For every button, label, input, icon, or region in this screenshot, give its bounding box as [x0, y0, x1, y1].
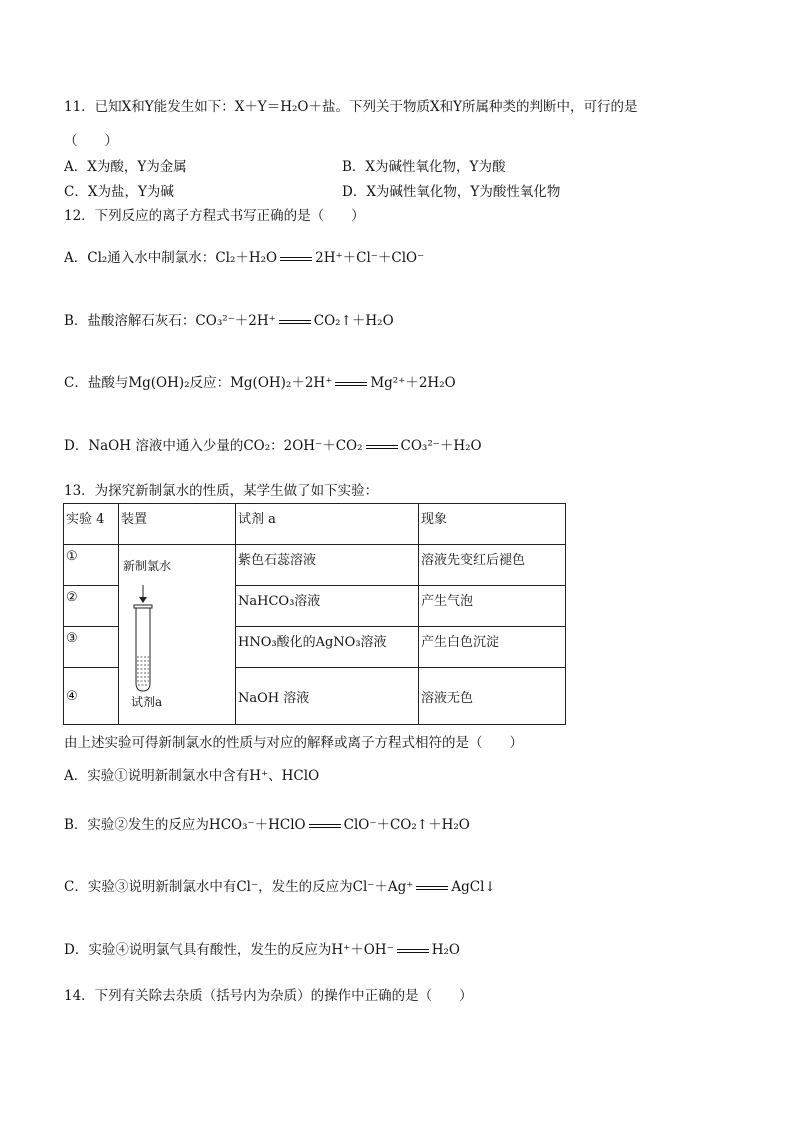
q13-stem: 13．为探究新制氯水的性质，某学生做了如下实验： — [64, 483, 379, 499]
row-number: ① — [64, 545, 119, 586]
q12-option-c — [64, 374, 456, 392]
q12-option-b — [64, 312, 394, 330]
row-reagent: HNO₃酸化的AgNO₃溶液 — [236, 627, 419, 668]
q13-d-label: D．实验④说明氯气具有酸性，发生的反应为 — [64, 942, 332, 958]
q13-b-label: B．实验②发生的反应为 — [64, 817, 209, 833]
header-phenomenon: 现象 — [419, 504, 566, 545]
q11-option-b: B．X为碱性氧化物，Y为酸 — [342, 159, 506, 175]
q11-option-d: D．X为碱性氧化物，Y为酸性氧化物 — [342, 184, 561, 200]
q11-option-a: A．X为酸，Y为金属 — [64, 159, 187, 175]
row-result: 产生白色沉淀 — [419, 627, 566, 668]
row-result: 溶液无色 — [419, 668, 566, 725]
equal-sign-icon — [335, 382, 367, 386]
header-apparatus: 装置 — [119, 504, 236, 545]
q11-blank: （ ） — [64, 133, 118, 149]
q13-b-right: ClO⁻＋CO₂↑＋H₂O — [343, 817, 470, 833]
row-number: ④ — [64, 668, 119, 725]
q12-b-right: CO₂↑＋H₂O — [313, 313, 394, 329]
row-number: ② — [64, 586, 119, 627]
q13-c-left: Cl⁻＋Ag⁺ — [352, 879, 414, 895]
q12-stem: 12．下列反应的离子方程式书写正确的是（ ） — [64, 208, 365, 224]
q12-a-left: Cl₂＋H₂O — [215, 250, 278, 266]
row-result: 产生气泡 — [419, 586, 566, 627]
q14-stem: 14．下列有关除去杂质（括号内为杂质）的操作中正确的是（ ） — [64, 988, 473, 1004]
q13-c-label: C．实验③说明新制氯水中有Cl⁻，发生的反应为 — [64, 879, 353, 895]
equal-sign-icon — [366, 445, 398, 449]
q12-c-right: Mg²⁺＋2H₂O — [370, 375, 456, 391]
q12-d-label: D．NaOH 溶液中通入少量的CO₂： — [64, 438, 284, 454]
q13-d-right: H₂O — [431, 942, 460, 958]
q12-a-right: 2H⁺＋Cl⁻＋ClO⁻ — [315, 250, 425, 266]
q12-c-label: C．盐酸与Mg(OH)₂反应： — [64, 375, 231, 391]
q12-b-label: B．盐酸溶解石灰石： — [64, 313, 196, 329]
test-tube-apparatus-icon — [119, 557, 233, 707]
q13-d-left: H⁺＋OH⁻ — [331, 942, 394, 958]
row-reagent: 紫色石蕊溶液 — [236, 545, 419, 586]
q12-option-d — [64, 437, 482, 455]
header-reagent: 试剂 a — [236, 504, 419, 545]
equal-sign-icon — [309, 824, 341, 828]
q12-d-right: CO₃²⁻＋H₂O — [400, 438, 482, 454]
equal-sign-icon — [280, 257, 312, 261]
q12-a-label: A．Cl₂通入水中制氯水： — [64, 250, 216, 266]
q12-c-left: Mg(OH)₂＋2H⁺ — [230, 375, 333, 391]
row-reagent: NaHCO₃溶液 — [236, 586, 419, 627]
q11-stem: 11．已知X和Y能发生如下：X＋Y＝H₂O＋盐。下列关于物质X和Y所属种类的判断中，可行的是 — [64, 99, 638, 115]
table-row — [64, 545, 566, 586]
row-number: ③ — [64, 627, 119, 668]
q12-b-left: CO₃²⁻＋2H⁺ — [195, 313, 276, 329]
header-experiment: 实验 4 — [64, 504, 119, 545]
apparatus-label-bottom: 试剂a — [131, 695, 163, 709]
equal-sign-icon — [397, 949, 429, 953]
q13-option-c — [64, 878, 496, 896]
q13-option-a: A．实验①说明新制氯水中含有H⁺、HClO — [64, 768, 320, 784]
table-header-row — [64, 504, 566, 545]
apparatus-cell — [119, 545, 236, 725]
q12-d-left: 2OH⁻＋CO₂ — [283, 438, 363, 454]
q11-option-c: C．X为盐，Y为碱 — [64, 184, 174, 200]
apparatus-label-top: 新制氯水 — [123, 559, 172, 573]
experiment-table — [63, 503, 566, 725]
q13-question: 由上述实验可得新制氯水的性质与对应的解释或离子方程式相符的是（ ） — [64, 735, 523, 751]
q13-option-b — [64, 816, 470, 834]
q13-option-d — [64, 941, 460, 959]
row-reagent: NaOH 溶液 — [236, 668, 419, 725]
equal-sign-icon — [279, 320, 311, 324]
row-result: 溶液先变红后褪色 — [419, 545, 566, 586]
q13-b-left: HCO₃⁻＋HClO — [208, 817, 306, 833]
q13-c-right: AgCl↓ — [451, 879, 496, 895]
q12-option-a — [64, 249, 424, 267]
equal-sign-icon — [416, 886, 448, 890]
